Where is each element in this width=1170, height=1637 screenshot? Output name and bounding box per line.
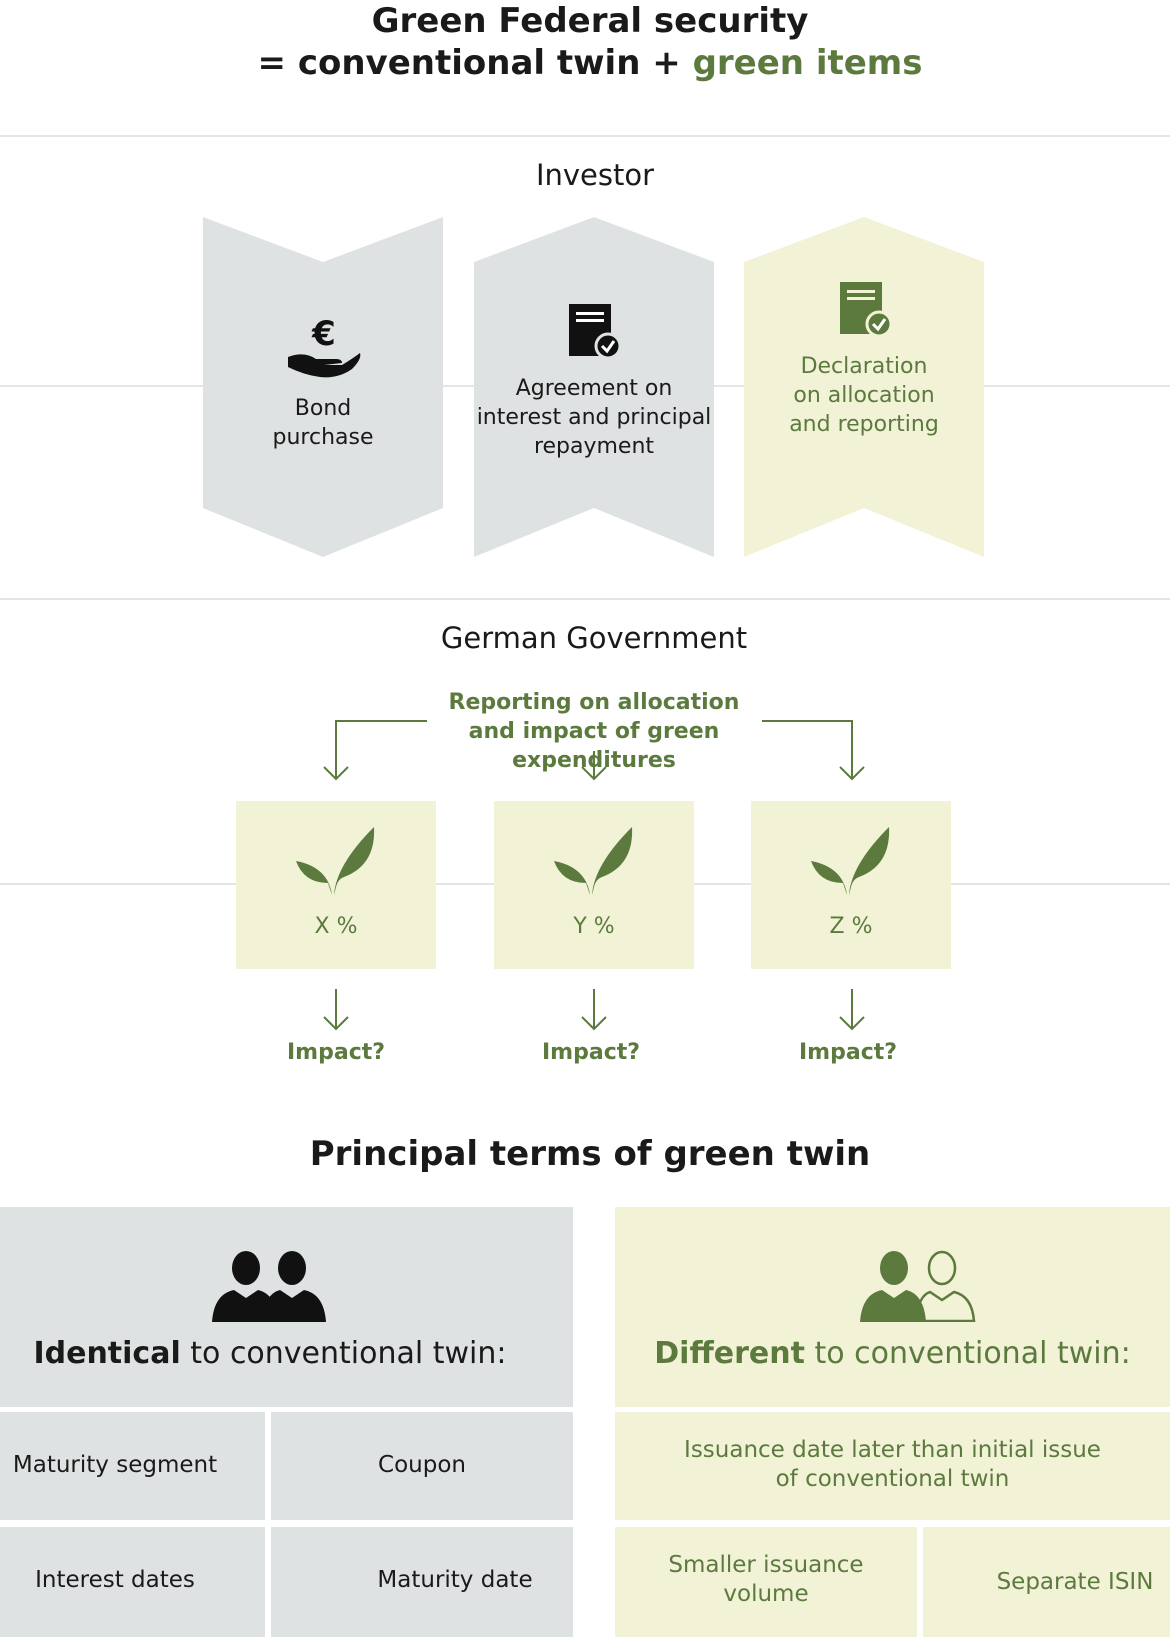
divider-top <box>0 135 1170 137</box>
card-declaration-line1: Declaration <box>800 354 928 379</box>
government-label: German Government <box>440 621 748 655</box>
text-maturity-date: Maturity date <box>377 1567 533 1593</box>
identical-heading <box>0 1335 540 1373</box>
text-issuance-date-line2: of conventional twin <box>775 1466 1010 1492</box>
text-issuance-volume <box>615 1551 917 1609</box>
card-declaration-text <box>744 352 984 439</box>
text-separate-isin: Separate ISIN <box>996 1569 1154 1595</box>
text-coupon: Coupon <box>378 1452 466 1478</box>
divider-government <box>0 598 1170 600</box>
card-agreement-text <box>474 374 714 461</box>
pct-z: Z % <box>829 914 873 939</box>
leaf-icon <box>809 825 893 897</box>
text-interest-dates: Interest dates <box>35 1567 195 1593</box>
title-green-items: green items <box>692 43 923 83</box>
text-issuance-date-line1: Issuance date later than initial issue <box>684 1437 1101 1463</box>
person-outline-icon <box>860 1250 976 1322</box>
impact-arrows <box>0 987 1170 1032</box>
card-bond-text <box>203 394 443 452</box>
title-line-1: Green Federal security <box>371 1 809 41</box>
impact-y: Impact? <box>541 1040 641 1065</box>
title-line-2 <box>0 42 1170 84</box>
card-bond-line2: purchase <box>272 425 374 450</box>
text-issuance-volume-line2: volume <box>723 1581 809 1607</box>
card-bond-shape <box>203 217 443 557</box>
card-agreement-line3: repayment <box>533 434 655 459</box>
identical-bold: Identical <box>33 1336 181 1371</box>
reporting-arrows <box>0 715 1170 785</box>
terms-title: Principal terms of green twin <box>309 1134 871 1174</box>
pct-x: X % <box>314 914 358 939</box>
text-maturity-segment: Maturity segment <box>12 1452 218 1478</box>
reporting-line2: and impact of green expenditures <box>468 719 720 773</box>
card-declaration-line2: on allocation <box>793 383 935 408</box>
euro-hand-icon <box>286 315 362 381</box>
svg-text:€: € <box>312 315 336 354</box>
different-heading <box>615 1335 1170 1373</box>
impact-x: Impact? <box>286 1040 386 1065</box>
document-check-icon <box>567 302 621 360</box>
different-rest: to conventional twin: <box>804 1336 1131 1371</box>
card-agreement-line2: interest and principal <box>476 405 712 430</box>
investor-label: Investor <box>535 158 655 192</box>
card-declaration-line3: and reporting <box>789 412 939 437</box>
text-issuance-date <box>615 1436 1170 1494</box>
title-prefix: = conventional twin + <box>257 43 693 83</box>
diagram-title <box>0 0 1170 84</box>
two-persons-icon <box>212 1250 326 1322</box>
leaf-icon <box>552 825 636 897</box>
pct-y: Y % <box>573 914 615 939</box>
different-bold: Different <box>654 1336 805 1371</box>
reporting-line1: Reporting on allocation <box>448 690 740 715</box>
card-bond-line1: Bond <box>294 396 352 421</box>
leaf-icon <box>294 825 378 897</box>
impact-z: Impact? <box>798 1040 898 1065</box>
card-agreement-line1: Agreement on <box>515 376 673 401</box>
document-check-icon-green <box>838 280 892 338</box>
text-issuance-volume-line1: Smaller issuance <box>668 1552 864 1578</box>
identical-rest: to conventional twin: <box>180 1336 507 1371</box>
